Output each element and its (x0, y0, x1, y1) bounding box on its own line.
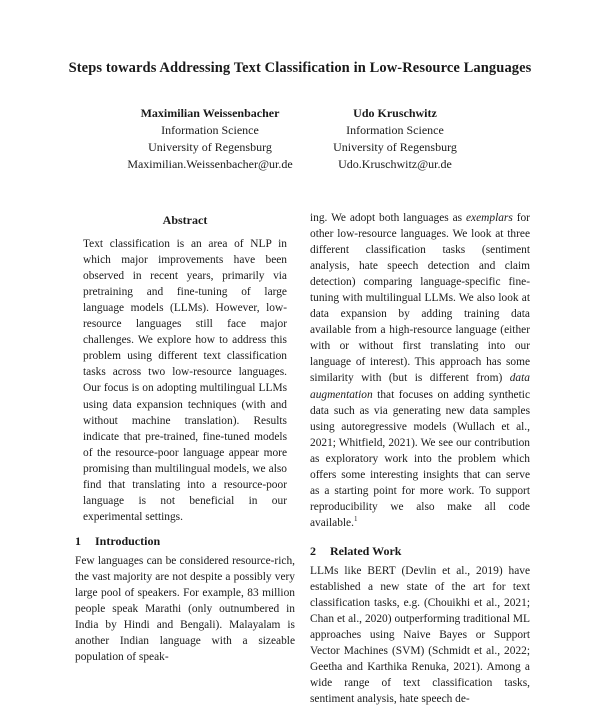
author-name: Udo Kruschwitz (353, 106, 437, 120)
abstract-text: Text classification is an area of NLP in which major improvements have been observed in recent years, primarily via pretraining and fine-tuning of large language models (LLMs). However, low-resource languages still face major challenges. We explore how to address this problem using different text classification tasks across two low-resource languages. Our focus is on adopting multilingual LLMs using data expansion techniques (with and without machine translation). Results indicate that pre-trained, fine-tuned models of the resource-poor language appear more promising than multilingual models, we also find that translating into a resource-poor language is not beneficial in our experimental settings. (83, 238, 287, 523)
left-column (75, 212, 295, 665)
section-heading-introduction (75, 533, 295, 549)
author-email: Maximilian.Weissenbacher@ur.de (127, 157, 293, 171)
author-affiliation: University of Regensburg (148, 140, 272, 154)
author-block-1 (100, 105, 320, 173)
right-column (310, 210, 530, 707)
text-run: for other low-resource languages. We look at three different classification tasks (sentiment analysis, hate speech detection and claim detection) comparing language-specific fine-tuning with multilingual LLMs. We also look at data expansion by adding training data available from a high-resource language (either with or without first translating into our language of interest). This approach has some similarity with (but is different from) (310, 212, 530, 385)
emphasis-text: data augmentation (310, 372, 530, 401)
section-heading-related-work (310, 543, 530, 559)
text-run: ing. We adopt both languages as (310, 212, 466, 224)
abstract-heading: Abstract (162, 213, 208, 227)
author-affiliation: University of Regensburg (333, 140, 457, 154)
section-title: Introduction (95, 533, 161, 548)
footnote-marker: 1 (353, 515, 358, 524)
paper-title: Steps towards Addressing Text Classification in Low-Resource Languages (68, 60, 532, 76)
section-number: 1 (75, 533, 81, 548)
author-block-2 (300, 105, 490, 173)
author-email: Udo.Kruschwitz@ur.de (338, 157, 452, 171)
section-title: Related Work (330, 543, 402, 558)
introduction-paragraph: Few languages can be considered resource-rich, the vast majority are not despite a possibly very large pool of speakers. For example, 83 million people speak Marathi (only outnumbered in India by Hindi and Bengali). Malayalam is another Indian language with a sizeable population of speak- (75, 554, 295, 664)
author-department: Information Science (346, 123, 444, 137)
author-name: Maximilian Weissenbacher (140, 106, 280, 120)
emphasis-text: exemplars (465, 212, 513, 224)
author-department: Information Science (161, 123, 259, 137)
related-work-paragraph: LLMs like BERT (Devlin et al., 2019) have established a new state of the art for text classification tasks, e.g. (Chouikhi et al., 2021; Chan et al., 2020) outperforming traditional ML approaches using Naive Bayes or Support Vector Machines (SVM) (Schmidt et al., 2022; Geetha and Karthika Renuka, 2021). Among a wide range of text classification tasks, sentiment analysis, hate speech de- (310, 564, 530, 706)
text-run: that focuses on adding synthetic data such as via generating new data samples using autoregressive models (Wullach et al., 2021; Whitfield, 2021). We see our contribution as exploratory work into the problem which offers some interesting insights that can serve as a starting point for more work. To support reproducibility we also make all code available. (310, 388, 530, 529)
section-number: 2 (310, 543, 316, 558)
introduction-paragraph-continued (310, 210, 530, 531)
